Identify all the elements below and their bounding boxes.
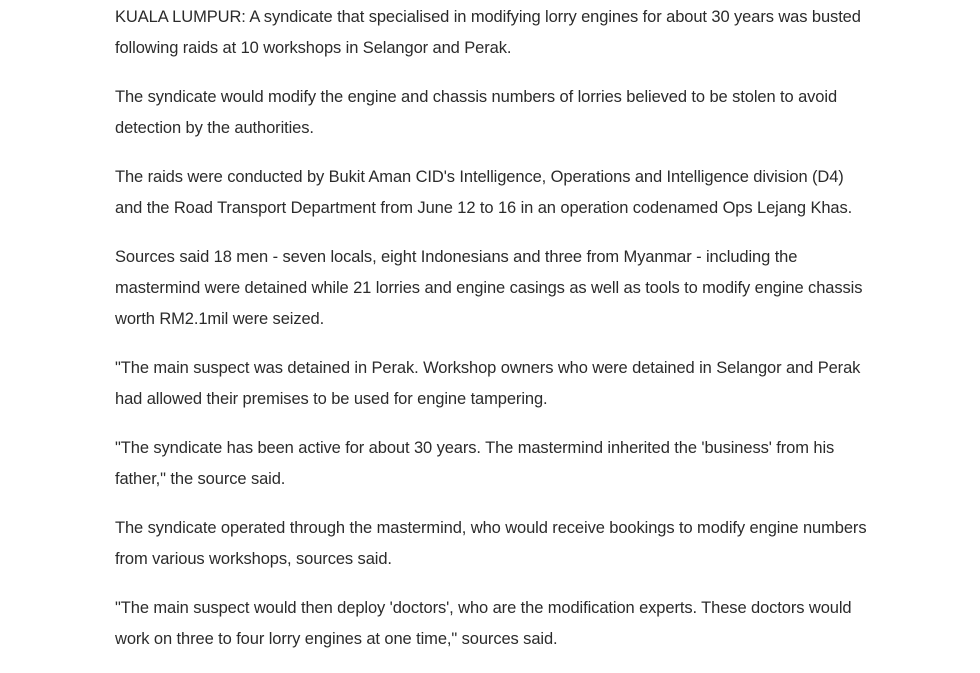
article-paragraph: The raids were conducted by Bukit Aman CID's Intelligence, Operations and Intelligence division (D4) and the Road Transport Department from June 12 to 16 in an operation codenamed Ops Lejang Khas. (115, 168, 853, 217)
article-paragraph: The syndicate would modify the engine and chassis numbers of lorries believed to be stolen to avoid detection by the authorities. (115, 88, 838, 137)
article-body (115, 2, 870, 673)
article-paragraph: KUALA LUMPUR: A syndicate that specialised in modifying lorry engines for about 30 years was busted following raids at 10 workshops in Selangor and Perak. (115, 8, 861, 57)
article-paragraph: "The main suspect was detained in Perak. Workshop owners who were detained in Selangor and Perak had allowed their premises to be used for engine tampering. (115, 359, 861, 408)
article-paragraph: The syndicate operated through the mastermind, who would receive bookings to modify engine numbers from various workshops, sources said. (115, 519, 867, 568)
article-paragraph: "The syndicate has been active for about 30 years. The mastermind inherited the 'business' from his father," the source said. (115, 439, 835, 488)
article-paragraph: Sources said 18 men - seven locals, eight Indonesians and three from Myanmar - including the mastermind were detained while 21 lorries and engine casings as well as tools to modify engine chassis worth RM2.1mil were seized. (115, 248, 863, 328)
article-paragraph: "The main suspect would then deploy 'doctors', who are the modification experts. These doctors would work on three to four lorry engines at one time," sources said. (115, 599, 852, 648)
